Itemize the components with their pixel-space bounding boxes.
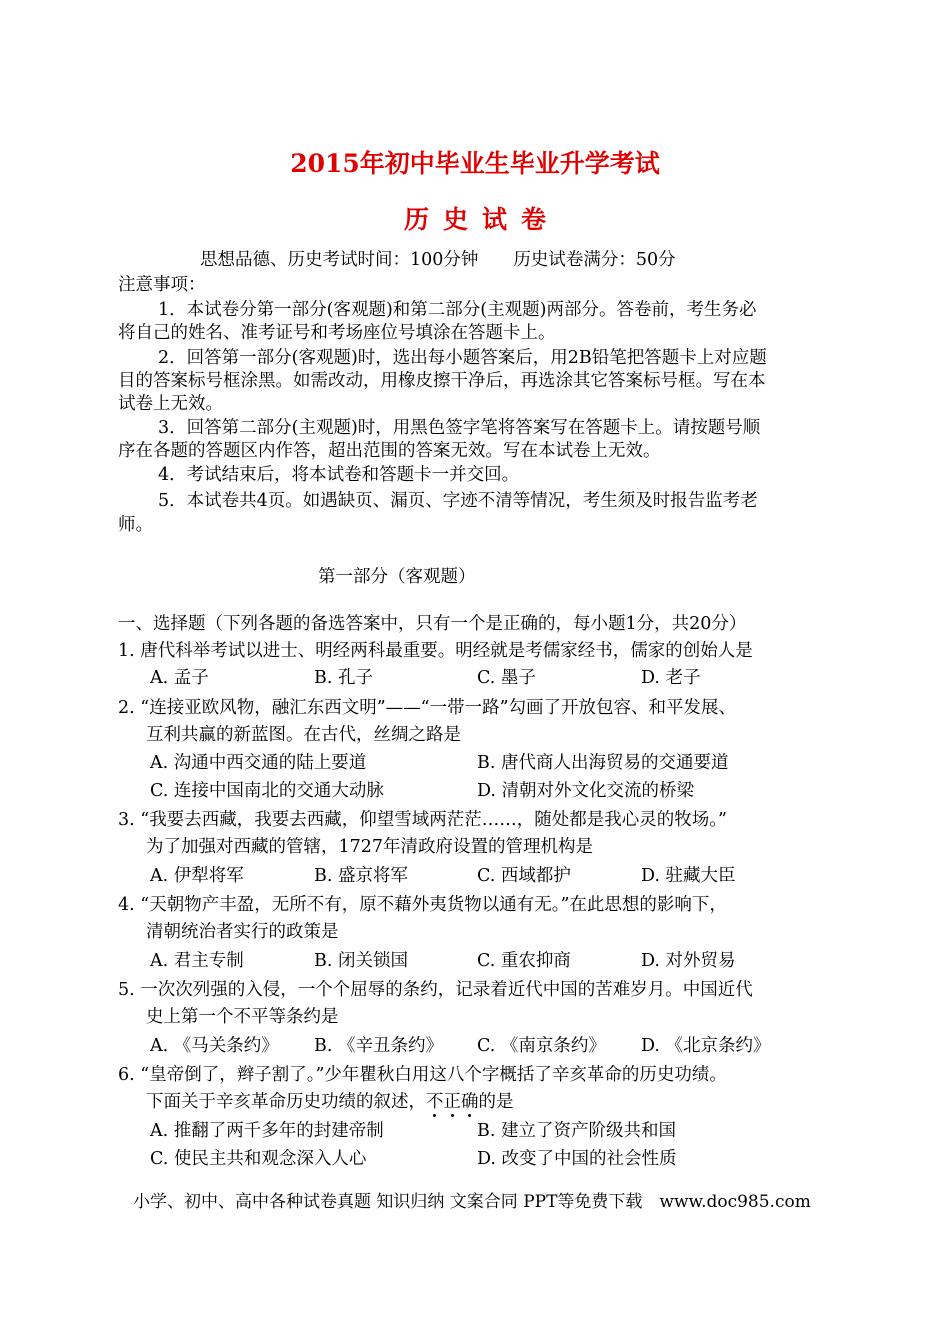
- option-b: B. 建立了资产阶级共和国: [477, 1121, 676, 1141]
- notice-line: 试卷上无效。: [118, 394, 223, 414]
- option-d: D. 清朝对外文化交流的桥梁: [477, 781, 695, 801]
- option-a: A. 孟子: [150, 668, 209, 688]
- option-d: D. 老子: [641, 668, 701, 688]
- option-b: B. 孔子: [314, 668, 373, 688]
- notice-line: 3．回答第二部分(主观题)时，用黑色签字笔将答案写在答题卡上。请按题号顺: [158, 418, 761, 438]
- question-6-text: 的是: [478, 1092, 514, 1112]
- option-c: C. 连接中国南北的交通大动脉: [150, 781, 384, 801]
- question-6-text: 下面关于辛亥革命历史功绩的叙述，: [146, 1092, 426, 1112]
- option-d: D. 驻藏大臣: [641, 866, 736, 886]
- question-3-cont: 为了加强对西藏的管辖，1727年清政府设置的管理机构是: [146, 837, 594, 857]
- question-6-cont: [146, 1088, 514, 1116]
- option-b: B. 《辛丑条约》: [314, 1036, 443, 1056]
- question-2: 2. “连接亚欧风物，融汇东西文明”——“一带一路”勾画了开放包容、和平发展、: [118, 698, 737, 718]
- question-1: 1. 唐代科举考试以进士、明经两科最重要。明经就是考儒家经书，儒家的创始人是: [118, 641, 753, 661]
- option-a: A. 推翻了两千多年的封建帝制: [150, 1121, 384, 1141]
- question-3: 3. “我要去西藏，我要去西藏，仰望雪域两茫茫……，随处都是我心灵的牧场。”: [118, 810, 727, 830]
- exam-subtitle: 历史试卷: [403, 205, 560, 234]
- option-a: A. 伊犁将军: [150, 866, 244, 886]
- option-c: C. 《南京条约》: [477, 1036, 606, 1056]
- question-5-cont: 史上第一个不平等条约是: [146, 1007, 339, 1027]
- exam-title: 2015年初中毕业生毕业升学考试: [290, 149, 660, 178]
- notice-line: 5．本试卷共4页。如遇缺页、漏页、字迹不清等情况，考生须及时报告监考老: [158, 491, 758, 511]
- option-a: A. 沟通中西交通的陆上要道: [150, 753, 367, 773]
- exam-info: 思想品德、历史考试时间：100分钟 历史试卷满分：50分: [200, 250, 676, 270]
- notice-line: 1．本试卷分第一部分(客观题)和第二部分(主观题)两部分。答卷前，考生务必: [158, 300, 757, 320]
- notice-line: 师。: [118, 515, 153, 535]
- notice-line: 2．回答第一部分(客观题)时，选出每小题答案后，用2B铅笔把答题卡上对应题: [158, 348, 767, 368]
- question-6: 6. “皇帝倒了，辫子割了。”少年瞿秋白用这八个字概括了辛亥革命的历史功绩。: [118, 1065, 727, 1085]
- option-b: B. 唐代商人出海贸易的交通要道: [477, 753, 729, 773]
- option-d: D. 《北京条约》: [641, 1036, 771, 1056]
- option-a: A. 《马关条约》: [150, 1036, 279, 1056]
- notice-line: 4．考试结束后，将本试卷和答题卡一并交回。: [158, 465, 520, 485]
- footer-text: 小学、初中、高中各种试卷真题 知识归纳 文案合同 PPT等免费下载 www.doc985.com: [133, 1192, 811, 1212]
- option-a: A. 君主专制: [150, 951, 244, 971]
- notice-line: 序在各题的答题区内作答，超出范围的答案无效。写在本试卷上无效。: [118, 441, 661, 461]
- option-c: C. 重农抑商: [477, 951, 571, 971]
- option-b: B. 盛京将军: [314, 866, 408, 886]
- question-2-cont: 互利共赢的新蓝图。在古代，丝绸之路是: [146, 725, 461, 745]
- notice-line: 目的答案标号框涂黑。如需改动，用橡皮擦干净后，再选涂其它答案标号框。写在本: [118, 371, 766, 391]
- option-c: C. 墨子: [477, 668, 536, 688]
- option-c: C. 西域都护: [477, 866, 571, 886]
- emphasis-char: 正: [443, 1092, 461, 1112]
- part-heading: 第一部分（客观题）: [318, 567, 476, 587]
- section-heading: 一、选择题（下列各题的备选答案中，只有一个是正确的，每小题1分，共20分）: [118, 614, 747, 634]
- notice-line: 将自己的姓名、准考证号和考场座位号填涂在答题卡上。: [118, 323, 556, 343]
- emphasis-char: 不: [426, 1092, 444, 1112]
- option-d: D. 对外贸易: [641, 951, 736, 971]
- question-4: 4. “天朝物产丰盈，无所不有，原不藉外夷货物以通有无。”在此思想的影响下，: [118, 895, 727, 915]
- option-b: B. 闭关锁国: [314, 951, 408, 971]
- option-c: C. 使民主共和观念深入人心: [150, 1149, 367, 1169]
- option-d: D. 改变了中国的社会性质: [477, 1149, 677, 1169]
- question-4-cont: 清朝统治者实行的政策是: [146, 922, 339, 942]
- notice-heading: 注意事项：: [118, 275, 206, 295]
- question-5: 5. 一次次列强的入侵，一个个屈辱的条约，记录着近代中国的苦难岁月。中国近代: [118, 980, 753, 1000]
- emphasis-char: 确: [461, 1092, 479, 1112]
